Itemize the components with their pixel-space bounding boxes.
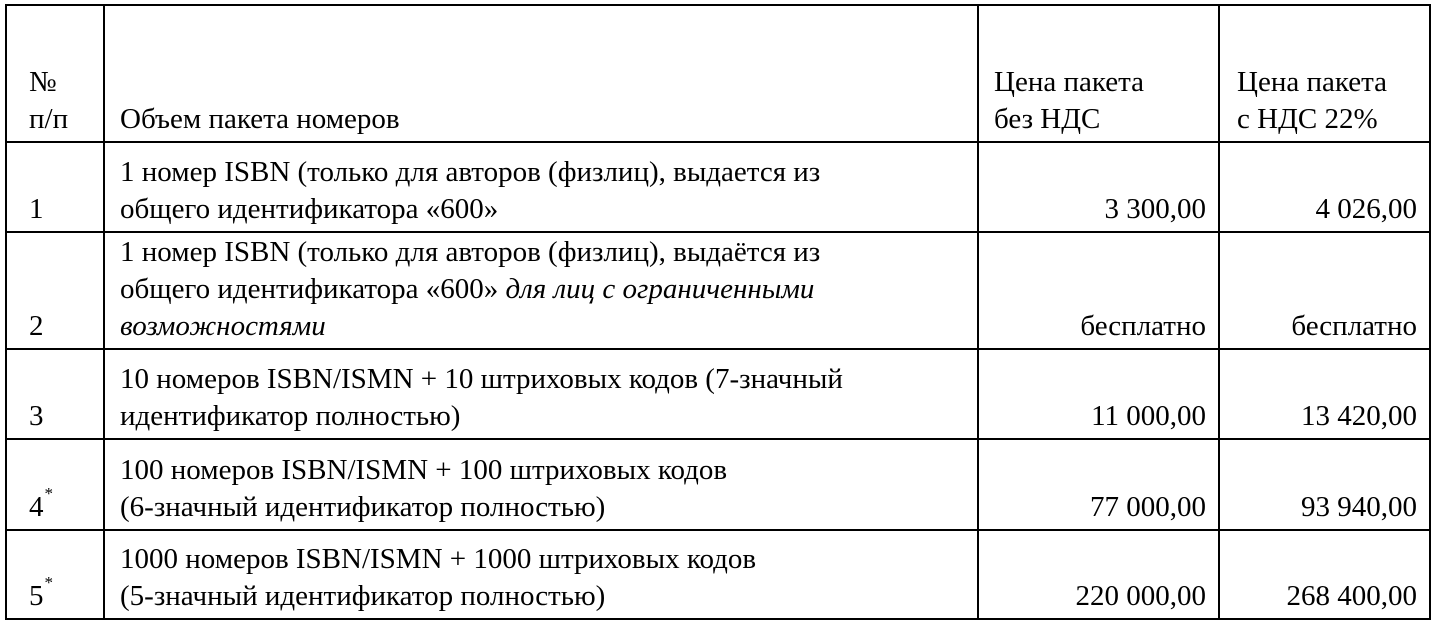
row-price-vat: 4 026,00 [1219, 142, 1430, 232]
row-number: 4 [29, 491, 44, 523]
row-description-line1: 100 номеров ISBN/ISMN + 100 штриховых кодов [120, 454, 728, 486]
row-number: 3 [29, 400, 44, 432]
row-description-cell [104, 232, 978, 349]
table-row [6, 439, 1430, 530]
row-number-cell [6, 439, 104, 530]
row-price-net: 11 000,00 [978, 349, 1219, 439]
row-price-net: 220 000,00 [978, 530, 1219, 619]
header-number [6, 5, 104, 142]
header-description-text: Объем пакета номеров [120, 103, 400, 135]
row-price-vat: 93 940,00 [1219, 439, 1430, 530]
row-number-cell [6, 530, 104, 619]
row-description-line2: (6-значный идентификатор полностью) [120, 491, 606, 523]
row-description-cell [104, 142, 978, 232]
row-price-vat: 268 400,00 [1219, 530, 1430, 619]
row-number-cell [6, 349, 104, 439]
header-price-vat-line1: Цена пакета [1237, 66, 1387, 98]
footnote-mark: * [44, 573, 53, 593]
row-number-cell [6, 232, 104, 349]
row-description-line2: общего идентификатора «600» [120, 193, 499, 225]
row-description-cell [104, 439, 978, 530]
row-description-line3 [120, 308, 967, 345]
header-number-line2: п/п [29, 103, 69, 135]
row-price-vat: 13 420,00 [1219, 349, 1430, 439]
row-description-line2 [120, 271, 967, 308]
header-number-line1: № [29, 66, 57, 98]
table-row [6, 142, 1430, 232]
header-price-net-line1: Цена пакета [994, 66, 1144, 98]
row-number: 1 [29, 193, 44, 225]
row-description-italic-part1: для лиц с ограниченными [505, 273, 815, 305]
header-price-net [978, 5, 1219, 142]
row-price-net: 3 300,00 [978, 142, 1219, 232]
isbn-price-table [5, 4, 1431, 620]
row-description-line1: 10 номеров ISBN/ISMN + 10 штриховых кодов (7-значный [120, 363, 843, 395]
table-row [6, 530, 1430, 619]
footnote-mark: * [44, 484, 53, 504]
row-description-line2: идентификатор полностью) [120, 400, 461, 432]
header-price-net-line2: без НДС [994, 103, 1101, 135]
row-number: 5 [29, 580, 44, 612]
row-number: 2 [29, 310, 44, 342]
row-description-cell [104, 530, 978, 619]
row-description-line1: 1 номер ISBN (только для авторов (физлиц), выдается из [120, 156, 821, 188]
header-price-vat-line2: с НДС 22% [1237, 103, 1378, 135]
row-price-vat: бесплатно [1219, 232, 1430, 349]
table-header-row [6, 5, 1430, 142]
row-number-cell [6, 142, 104, 232]
table-row [6, 232, 1430, 349]
row-description-line2: (5-значный идентификатор полностью) [120, 580, 606, 612]
row-description-cell [104, 349, 978, 439]
row-description-line1: 1 номер ISBN (только для авторов (физлиц), выдаётся из [120, 236, 821, 268]
header-price-vat [1219, 5, 1430, 142]
row-price-net: бесплатно [978, 232, 1219, 349]
row-description-line2-regular: общего идентификатора «600» [120, 273, 499, 305]
row-description-line1: 1000 номеров ISBN/ISMN + 1000 штриховых кодов [120, 543, 757, 575]
row-price-net: 77 000,00 [978, 439, 1219, 530]
table-row [6, 349, 1430, 439]
row-description-italic-part2: возможностями [120, 310, 326, 342]
header-description [104, 5, 978, 142]
